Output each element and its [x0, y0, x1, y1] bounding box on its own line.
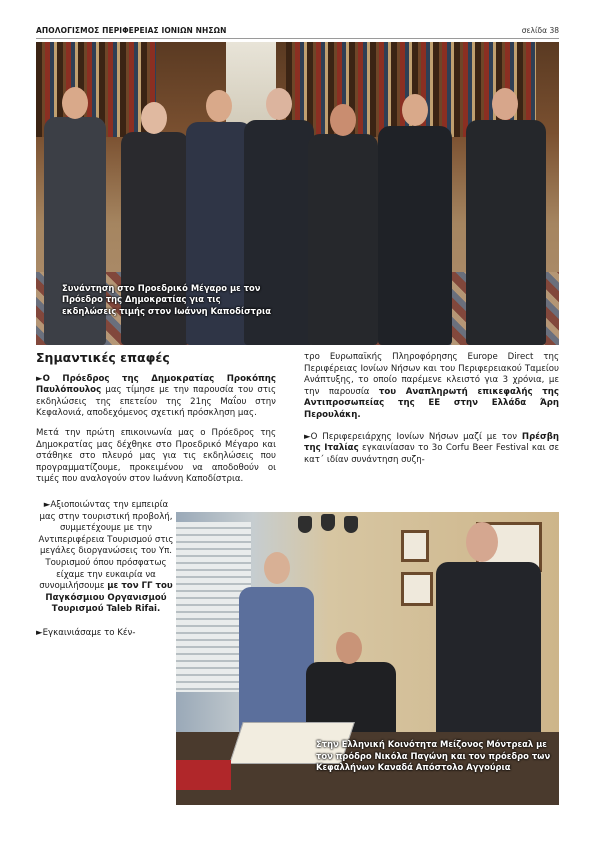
- person-6: [378, 126, 452, 345]
- paragraph-beer-festival: [304, 432, 559, 467]
- photo-presidential-meeting: [36, 42, 559, 345]
- person-2-head: [141, 102, 167, 134]
- person-standing-left-head: [264, 552, 290, 584]
- person-1-head: [62, 87, 88, 119]
- italian-ambassador: Πρέσβη της Ιταλίας: [304, 431, 559, 454]
- person-6-head: [402, 94, 428, 126]
- wall-frame-1: [401, 530, 429, 562]
- person-3-head: [206, 90, 232, 122]
- president-name: ►Ο Πρόεδρος της Δημοκρατίας Προκόπης Παυλόπουλος: [36, 373, 276, 396]
- page-number: σελίδα 38: [521, 26, 559, 35]
- red-book: [176, 760, 231, 790]
- section-title: Σημαντικές επαφές: [36, 350, 170, 365]
- wall-plaque-1: [298, 516, 312, 533]
- photo-montreal-community: [176, 512, 559, 805]
- paragraph-president-visit: [36, 374, 276, 420]
- eu-representative: του Αναπληρωτή επικεφαλής της Αντιπροσωπείας της ΕΕ στην Ελλάδα Άρη Περουλάκη.: [304, 386, 559, 420]
- paragraph-europe-direct-start: ►Εγκαινιάσαμε το Κέν-: [36, 627, 136, 638]
- person-5: [308, 134, 378, 345]
- report-title: ΑΠΟΛΟΓΙΣΜΟΣ ΠΕΡΙΦΕΡΕΙΑΣ ΙΟΝΙΩΝ ΝΗΣΩΝ: [36, 26, 227, 35]
- paragraph-tourism: [36, 500, 176, 616]
- person-7-head: [492, 88, 518, 120]
- unwto-mention: με τον ΓΓ του Παγκόσμιου Οργανισμού Τουρισμού Taleb Rifai.: [45, 581, 173, 615]
- beer-festival-text-b: εγκαινίασαν το 3ο Corfu Beer Festival και σε κατ΄ ιδίαν συνάντηση συζη-: [304, 443, 559, 465]
- photo-caption-2: Στην Ελληνική Κοινότητα Μείζονος Μόντρεαλ με τον πρόδρο Νικόλα Παγώνη και τον πρόεδρο των Κεφαλλήνων Καναδά Απόστολο Αγγούρια: [316, 739, 551, 772]
- europe-direct-text: τρο Ευρωπαϊκής Πληροφόρησης Europe Direct της Περιφέρειας Ιονίων Νήσων και του Περιφερειακού Ταμείου Ανάπτυξης, το οποίο παρέμενε κλειστό για 3 χρόνια, με την παρουσία: [304, 352, 559, 397]
- person-7: [466, 120, 546, 345]
- paragraph-europe-direct: [304, 352, 559, 422]
- wall-plaque-3: [344, 516, 358, 533]
- paragraph-presidential-meeting: Μετά την πρώτη επικοινωνία μας ο Πρόεδρος της Δημοκρατίας μας δέχθηκε στο Προεδρικό Μέγαρο και στάθηκε στο πλευρό μας για τις εκδηλώσεις που προγραμματίζουμε, προκειμένου να αποδοθούν οι τιμές που αναλογούν στον Ιωάννη Καποδίστρια.: [36, 427, 276, 485]
- wall-frame-2: [401, 572, 433, 606]
- beer-festival-text-a: ►Ο Περιφερειάρχης Ιονίων Νήσων μαζί με τον: [304, 431, 522, 442]
- person-4-head: [266, 88, 292, 120]
- person-seated-head: [336, 632, 362, 664]
- photo-caption: Συνάντηση στο Προεδρικό Μέγαρο με τον Πρόεδρο της Δημοκρατίας για τις εκδηλώσεις τιμής στον Ιωάννη Καποδίστρια: [62, 282, 272, 316]
- person-5-head: [330, 104, 356, 136]
- wall-plaque-2: [321, 514, 335, 531]
- column-right: [304, 352, 559, 474]
- person-standing-right-head: [466, 522, 498, 562]
- president-visit-text: μας τίμησε με την παρουσία του στις εκδηλώσεις της επετείου της 21ης Μαΐου στην Κεφαλονιά, αποδεχόμενος σχετική πρόσκληση μας.: [36, 385, 276, 419]
- page-header: [0, 0, 595, 40]
- header-divider: [36, 38, 559, 39]
- tourism-text: ►Αξιοποιώντας την εμπειρία μας στην τουριστική προβολή, συμμετέχουμε με την Αντιπεριφέρεια Τουρισμού στις μεγάλες διοργανώσεις του Υπ. Τουρισμού όπου πρόσφατως είχαμε την ευκαιρία να συνομιλήσουμε: [38, 499, 174, 592]
